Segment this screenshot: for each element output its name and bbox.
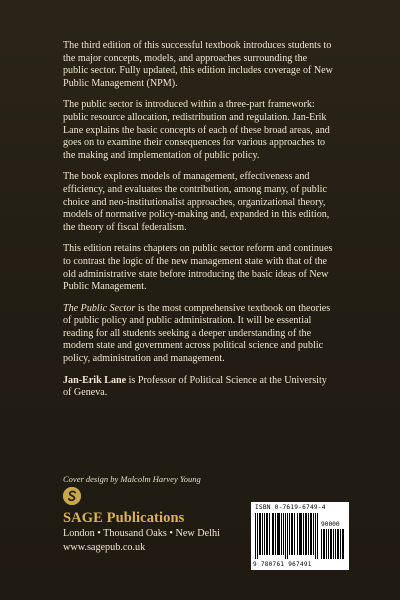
isbn-text: ISBN 0-7619-6749-4 (255, 504, 326, 511)
addon-barcode (321, 529, 345, 559)
ean-barcode (255, 513, 319, 559)
book-title: The Public Sector (63, 302, 136, 314)
barcode-label (251, 502, 349, 570)
blurb-paragraph-1: The third edition of this successful textbook introduces students to the major concepts, models, and approaches surrounding the public sector. Fully updated, this edition includes coverage of New Public Management (NPM). (63, 40, 333, 89)
author-bio (63, 375, 333, 400)
price-code: 90000 (321, 521, 340, 528)
publisher-website: www.sagepub.co.uk (63, 542, 146, 553)
publisher-cities: London • Thousand Oaks • New Delhi (63, 528, 220, 539)
blurb-text (63, 40, 333, 409)
blurb-paragraph-5-text: is the most comprehensive textbook on theories of public policy and public administration. It will be essential reading for all students seeking a deeper understanding of the modern state and government across political science and public policy, administration and management. (63, 302, 331, 365)
blurb-paragraph-5 (63, 303, 333, 366)
cover-design-credit: Cover design by Malcolm Harvey Young (63, 474, 201, 484)
publisher-name: SAGE Publications (63, 510, 185, 526)
author-bio-text: is Professor of Political Science at the University of Geneva. (63, 374, 327, 399)
blurb-paragraph-3: The book explores models of management, effectiveness and efficiency, and evaluates the contribution, among many, of public choice and neo-institutionalist approaches, organizational theory, models of normative policy-making and, expanded in this edition, the theory of fiscal federalism. (63, 171, 330, 233)
ean-number: 9 780761 967491 (253, 561, 312, 568)
blurb-paragraph-4: This edition retains chapters on public sector reform and continues to contrast the logic of the new management state with that of the old administrative state before introducing the basic ideas of New Public Management. (63, 243, 333, 293)
blurb-paragraph-2: The public sector is introduced within a three-part framework: public resource allocation, redistribution and regulation. Jan-Erik Lane explains the basic concepts of each of these broad areas, and goes on to examine their consequences for various approaches to the making and implementation of public policy. (63, 99, 330, 161)
sage-s-logo-icon (63, 487, 81, 505)
author-name: Jan-Erik Lane (63, 374, 127, 386)
